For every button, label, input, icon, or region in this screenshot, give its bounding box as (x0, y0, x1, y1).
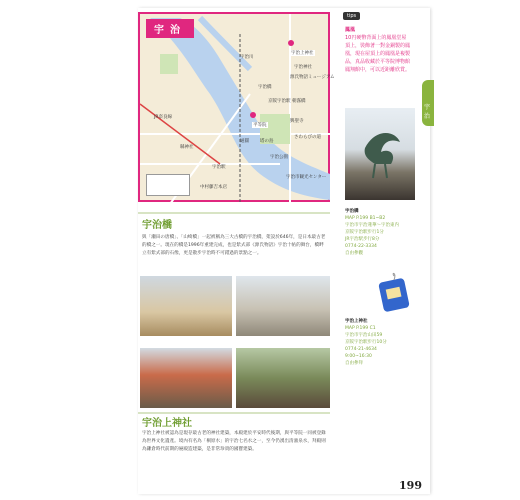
map-pin (250, 112, 256, 118)
photo-uji-bridge (140, 276, 232, 336)
map-label: 京阪宇治駅 (268, 99, 291, 104)
info-row: 宇治市宇治山田59 (345, 333, 383, 338)
map-pin (288, 40, 294, 46)
photo-murasaki-statue (236, 276, 330, 336)
tips-heading: 鳳凰 (345, 27, 356, 33)
map-label: 宇治公園 (270, 155, 288, 160)
uji-map (138, 12, 335, 202)
info-name: 宇治上神社 (345, 319, 368, 324)
map-label: 宇治川 (240, 55, 254, 60)
section-title-ujigami-shrine: 宇治上神社 (142, 418, 192, 429)
map-label: 朝霧橋 (292, 99, 306, 104)
photo-omamori (367, 274, 421, 314)
info-row: 京阪宇治駅步行1分 (345, 230, 384, 235)
info-row: MAP P.199 C1 (345, 326, 376, 331)
map-label: 塔の島 (260, 139, 274, 144)
photo-torii (140, 348, 232, 408)
section-title-uji-bridge: 宇治橋 (142, 220, 172, 231)
map-label: JR奈良線 (154, 115, 172, 120)
omamori-icon (367, 274, 421, 314)
info-row: 宇治市宇治蓮華～宇治東内 (345, 223, 399, 228)
sidebar (343, 12, 427, 490)
tips-badge: tips (343, 12, 360, 20)
map-label: 宇治駅 (212, 165, 226, 170)
info-row: 自由參拜 (345, 361, 363, 366)
guidebook-page (138, 8, 430, 494)
map-label: 宇治市観光センター (286, 175, 327, 180)
phoenix-icon (345, 108, 415, 200)
map-title: 宇治 (146, 19, 194, 38)
map-legend (146, 174, 190, 196)
map-label: 興聖寺 (290, 119, 304, 124)
tips-body: 10円硬幣背面上的鳳凰堂屋頂上，裝飾著一對金銅製的鳳凰，現在屋頂上的鳳凰是複製品，真品收藏於平等院博物館鳳翔館中，可以近距離欣賞。 (345, 35, 411, 73)
info-row: 0774-21-4634 (345, 347, 377, 352)
info-name: 宇治橋 (345, 209, 359, 214)
info-row: 京阪宇治駅步行10分 (345, 340, 387, 345)
photo-shrine-hall (236, 348, 330, 408)
info-ujigami-shrine (345, 318, 387, 367)
map-label: 源氏物語ミュージアム (290, 75, 335, 80)
info-row: 0774-22-3334 (345, 244, 377, 249)
info-row: 9:00~16:30 (345, 354, 372, 359)
map-label: 通圓 (240, 139, 249, 144)
info-row: JR宇治駅步行8分 (345, 237, 380, 242)
map-label: さわらびの道 (294, 135, 321, 140)
map-label: 中村藤吉本店 (200, 185, 227, 190)
photo-phoenix (345, 108, 415, 200)
map-label: 平等院 (253, 123, 267, 128)
info-uji-bridge (345, 208, 399, 257)
page-number: 199 (399, 479, 422, 492)
map-label: 縣神社 (180, 145, 194, 150)
info-row: MAP P.199 B1~B2 (345, 216, 386, 221)
map-label: 宇治神社 (294, 65, 312, 70)
tips-text (345, 26, 411, 74)
section-body-uji-bridge: 與「瀬田の唐橋」、「山崎橋」一起被稱為三大古橋的宇治橋，架設於646年，是日本最古老的橋之一。現在的橋是1996年重建完成，也是紫式部《源氏物語》宇治十帖的舞台，橋畔立有紫式部的石像，更是散步宇治時不可錯過的景點之一。 (142, 235, 326, 256)
chapter-tab-label: 宇治 (424, 104, 431, 120)
map-label: 宇治橋 (258, 85, 272, 90)
map-label: 宇治上神社 (291, 51, 314, 56)
info-row: 自由參觀 (345, 251, 363, 256)
section-divider (138, 212, 330, 214)
section-body-ujigami-shrine: 宇治上神社被認為是現存最古老的神社建築，本殿建於平安時代後期，與平等院一同被登錄為世界文化遺產。境內有名為「桐原水」的宇治七名水之一，至今仍湧出清澈泉水，拜殿則為鎌倉時代前期的寢殿造建築，是非常珍貴的國寶建築。 (142, 431, 326, 452)
